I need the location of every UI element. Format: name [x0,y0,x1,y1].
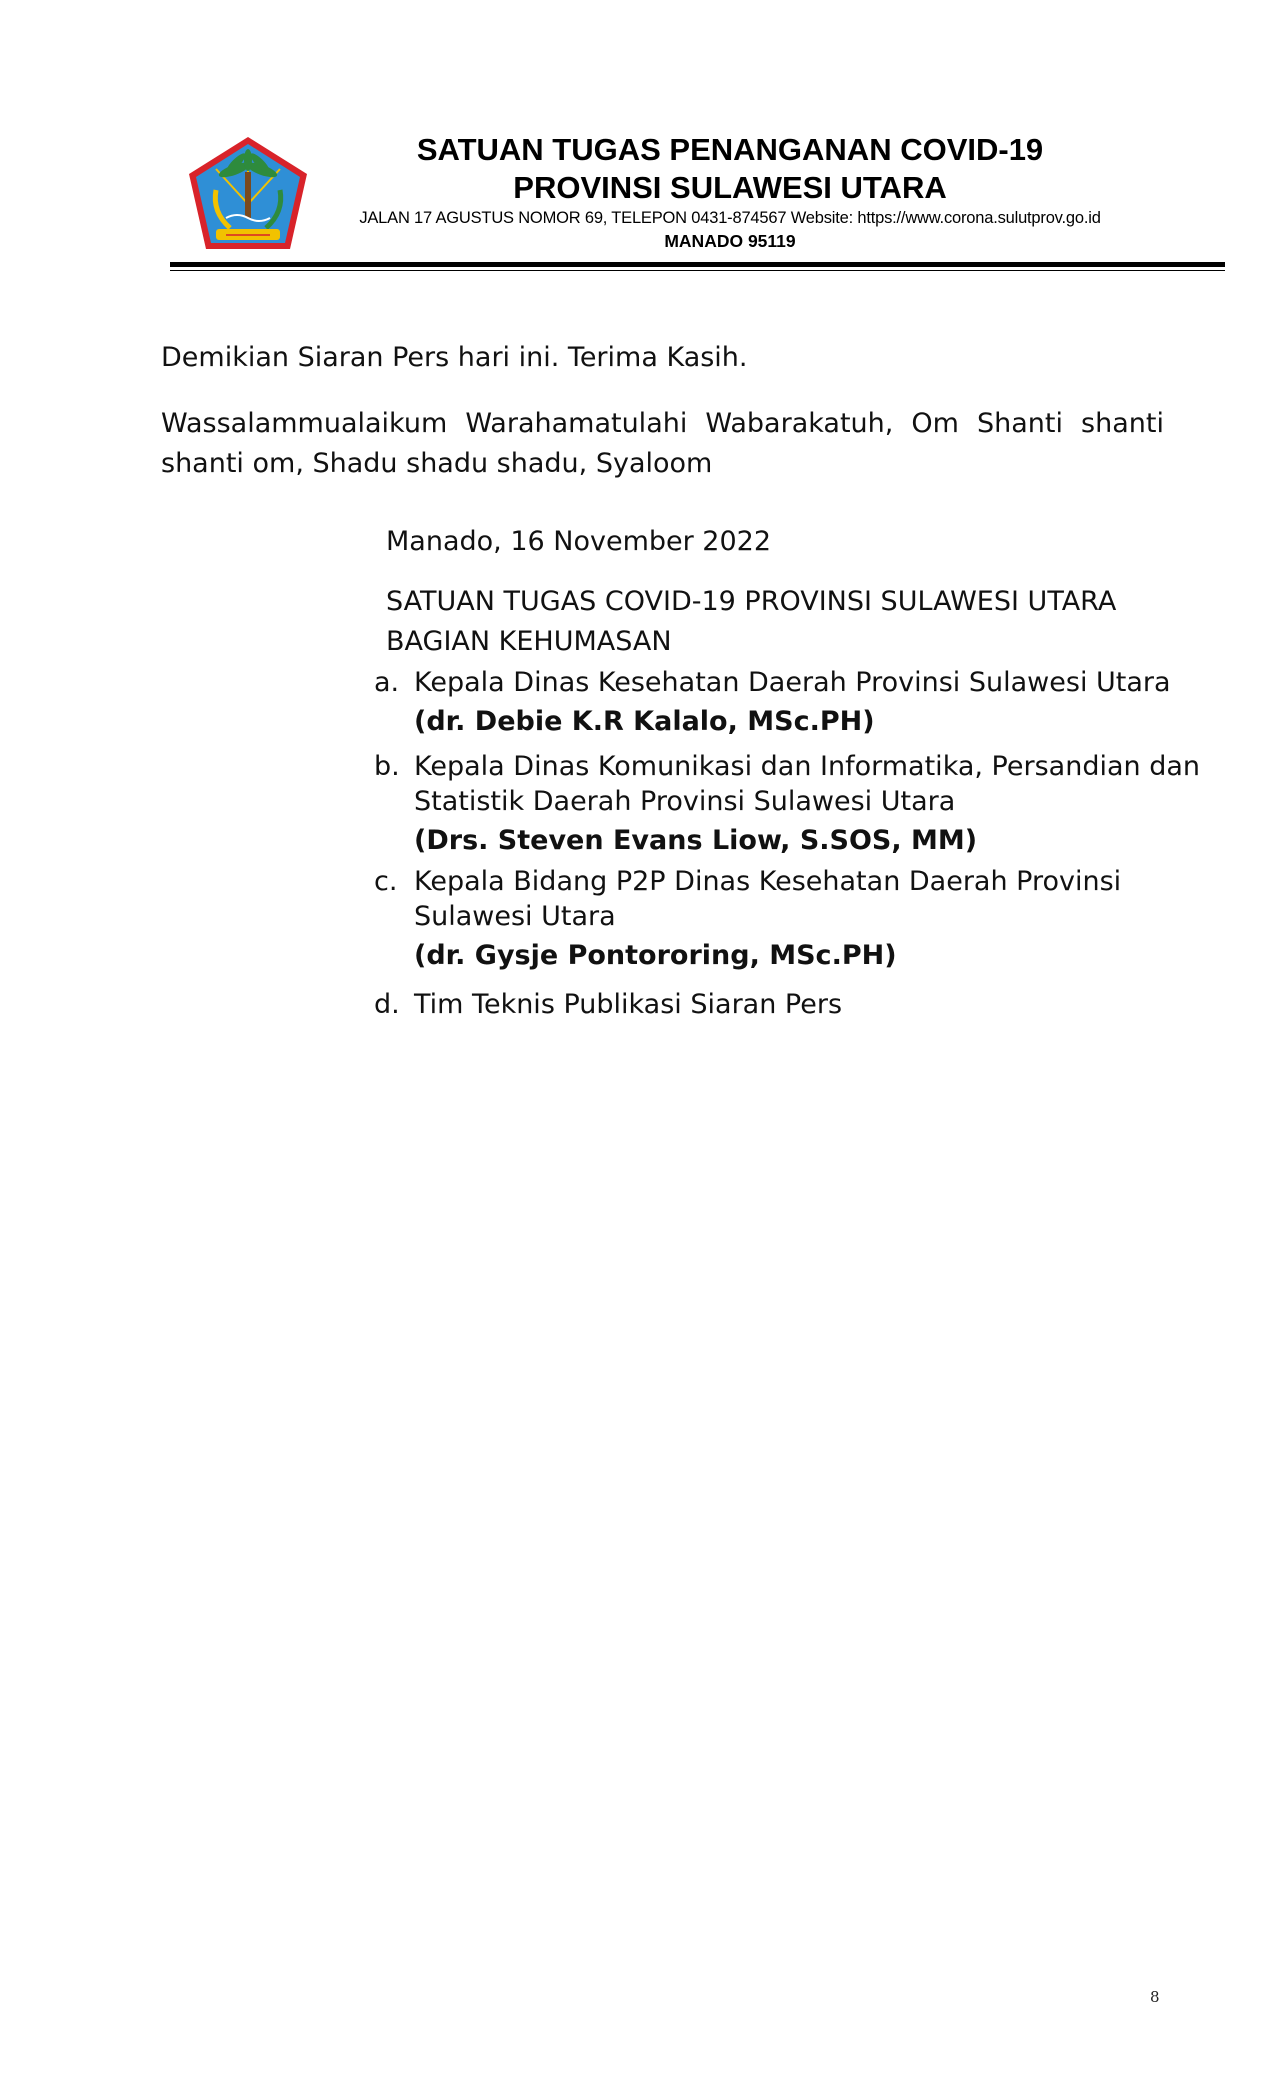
provincial-emblem-logo [186,134,310,254]
page-number: 8 [1150,1988,1160,2006]
official-role: Tim Teknis Publikasi Siaran Pers [414,989,843,1020]
letterhead-title: SATUAN TUGAS PENANGANAN COVID-19 [416,132,1044,167]
letterhead-address: JALAN 17 AGUSTUS NOMOR 69, TELEPON 0431-874567 Website: https://www.corona.sulutprov.go.id [359,209,1101,227]
list-marker: b. [374,751,400,782]
signoff-organization: SATUAN TUGAS COVID-19 PROVINSI SULAWESI UTARA [386,586,1117,617]
list-item [374,864,1224,973]
official-role: Kepala Bidang P2P Dinas Kesehatan Daerah Provinsi Sulawesi Utara [414,866,1122,932]
official-name: (dr. Gysje Pontororing, MSc.PH) [414,940,897,971]
list-marker: c. [374,866,398,897]
place-date: Manado, 16 November 2022 [386,526,772,557]
closing-paragraph: Demikian Siaran Pers hari ini. Terima Kasih. [161,342,748,373]
official-name: (dr. Debie K.R Kalalo, MSc.PH) [414,706,875,737]
signoff-department: BAGIAN KEHUMASAN [386,626,672,657]
official-role: Kepala Dinas Kesehatan Daerah Provinsi Sulawesi Utara [414,667,1171,698]
list-marker: a. [374,667,400,698]
officials-list [374,665,1224,1022]
letterhead-city: MANADO 95119 [664,231,796,251]
official-role: Kepala Dinas Komunikasi dan Informatika, Persandian dan Statistik Daerah Provinsi Sulawesi Utara [414,751,1200,817]
letterhead-divider-thick [170,262,1225,267]
letterhead-divider-thin [170,270,1225,271]
greeting-paragraph: Wassalammualaikum Warahamatulahi Wabarakatuh, Om Shanti shanti shanti om, Shadu shadu shadu, Syaloom [161,408,1164,479]
official-name: (Drs. Steven Evans Liow, S.SOS, MM) [414,825,978,856]
list-item [374,987,1224,1022]
letterhead-subtitle: PROVINSI SULAWESI UTARA [513,170,947,205]
list-item [374,749,1224,858]
list-marker: d. [374,989,400,1020]
list-item [374,665,1224,739]
